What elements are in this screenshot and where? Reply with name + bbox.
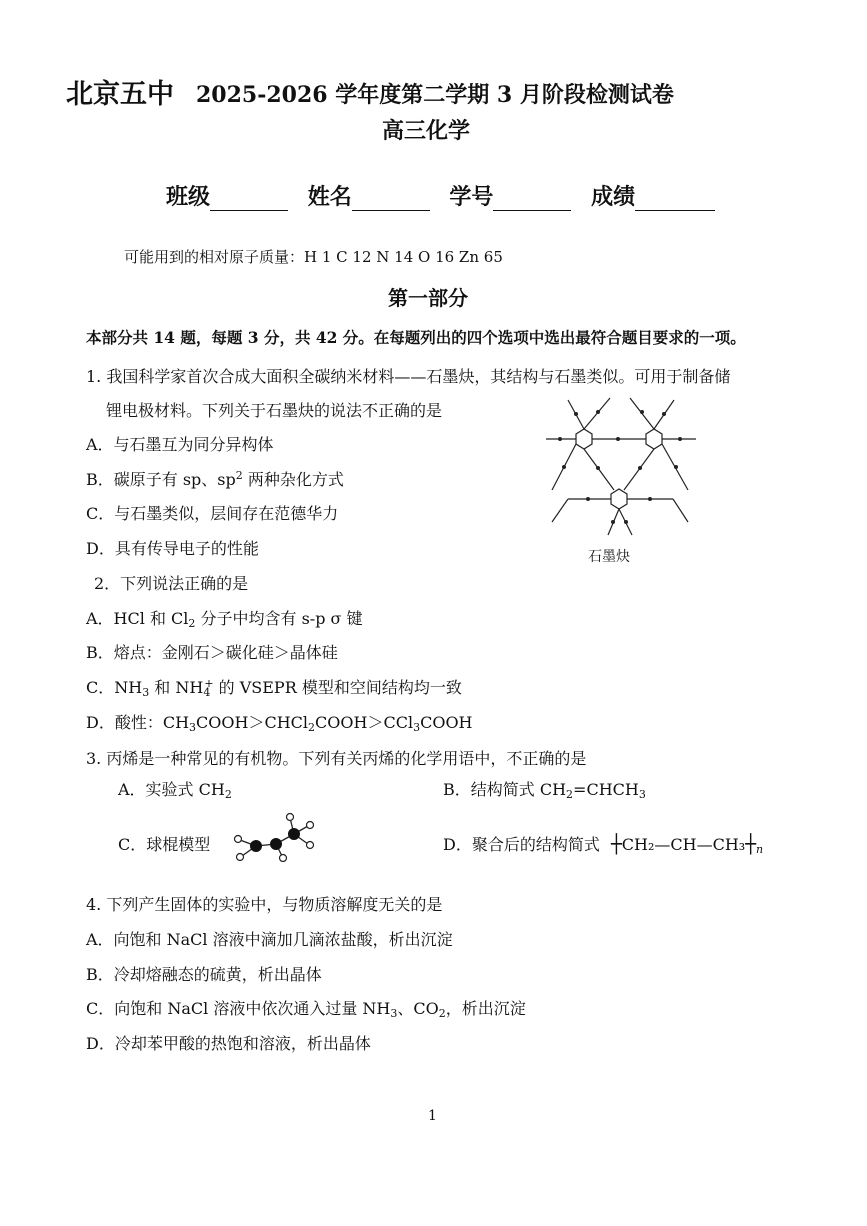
atomic-masses: 可能用到的相对原子质量：H 1 C 12 N 14 O 16 Zn 65 [124,248,503,266]
q2-option-a: A．HCl 和 $Cl_2$ 分子中均含有 s-p σ 键 [86,609,363,630]
graphdiyne-structure-figure [538,390,708,540]
q2-option-d: D．酸性：$CH_3COOH>CHCl_2COOH>CCl_3COOH$ [86,713,473,734]
ball-and-stick-model-figure [228,812,320,862]
score-blank [635,188,715,211]
class-label: 班级 [166,184,211,210]
q2-option-c: C．$NH_3$ 和 $NH_4^+$ 的 VSEPR 模型和空间结构均一致 [86,677,462,699]
q1-stem-line2: 锂电极材料。下列关于石墨炔的说法不正确的是 [106,401,443,420]
part-title: 第一部分 [388,286,468,310]
q3-option-c: C．球棍模型 [118,835,211,854]
q4-stem: 4. 下列产生固体的实验中，与物质溶解度无关的是 [86,895,443,914]
q3-option-d: D．聚合后的结构简式 $┼CH_2—CH—CH_3┼_n$ [443,834,764,856]
subject-title: 高三化学 [382,118,471,144]
q1-stem-line1: 1. 我国科学家首次合成大面积全碳纳米材料——石墨炔，其结构与石墨类似。可用于制备储 [86,367,731,386]
student-id-label: 学号 [449,184,494,210]
q3-option-a: A．实验式 $CH_2$ [118,780,232,801]
q4-option-b: B．冷却熔融态的硫黄，析出晶体 [86,965,322,984]
name-blank [352,188,430,211]
q3-option-b: B．结构简式 $CH_2=CHCH_3$ [443,780,646,801]
q2-stem: 2．下列说法正确的是 [94,574,249,593]
q1-option-d: D．具有传导电子的性能 [86,539,259,558]
page-number: 1 [428,1108,437,1124]
student-info-line [166,180,727,211]
q1-option-c: C．与石墨类似，层间存在范德华力 [86,504,339,523]
polymer-formula: $┼CH_2—CH—CH_3┼_n$ [610,834,764,856]
instructions: 本部分共 14 题，每题 3 分，共 42 分。在每题列出的四个选项中选出最符合题目要求的一项。 [86,328,746,347]
q1-option-b: B．碳原子有 sp、$sp^2$ 两种杂化方式 [86,469,344,489]
q4-option-a: A．向饱和 NaCl 溶液中滴加几滴浓盐酸，析出沉淀 [86,930,453,949]
class-blank [210,188,288,211]
exam-title: 2025-2026 学年度第二学期 3 月阶段检测试卷 [196,82,674,108]
q4-option-c: C．向饱和 NaCl 溶液中依次通入过量 $NH_3$、$CO_2$，析出沉淀 [86,999,526,1020]
q2-option-b: B．熔点：金刚石＞碳化硅＞晶体硅 [86,643,338,662]
school-name: 北京五中 [66,79,174,110]
student-id-blank [493,188,571,211]
name-label: 姓名 [307,184,352,210]
q4-option-d: D．冷却苯甲酸的热饱和溶液，析出晶体 [86,1034,371,1053]
q1-option-a: A．与石墨互为同分异构体 [86,435,274,454]
graphdiyne-caption: 石墨炔 [588,549,630,565]
q3-stem: 3. 丙烯是一种常见的有机物。下列有关丙烯的化学用语中，不正确的是 [86,749,587,768]
score-label: 成绩 [591,184,636,210]
